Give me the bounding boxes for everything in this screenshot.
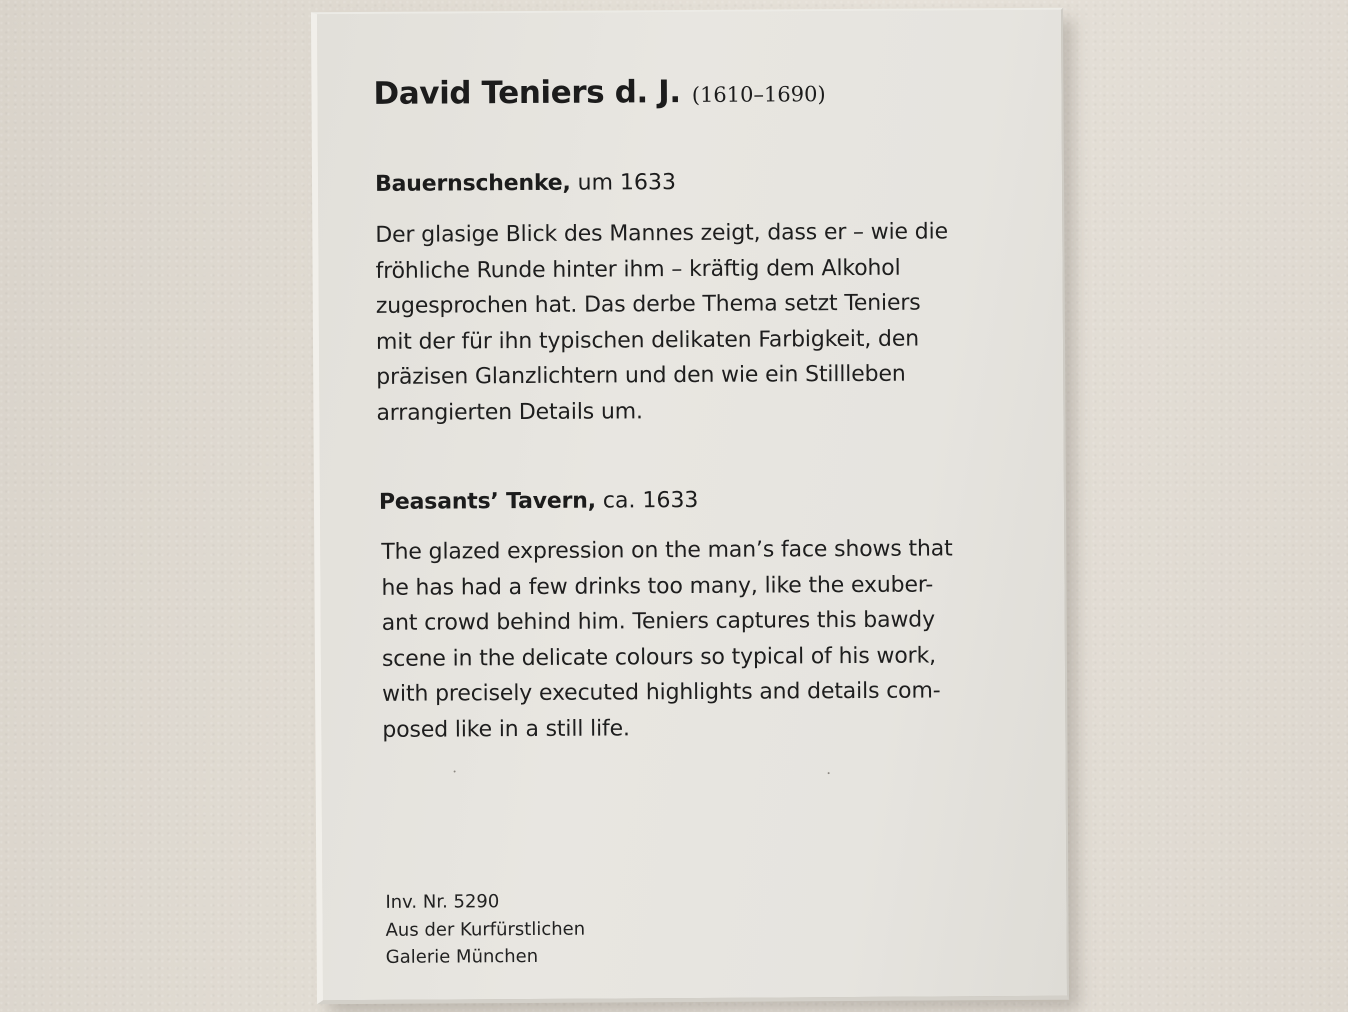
inventory-info — [385, 888, 585, 972]
german-title: Bauernschenke, — [374, 170, 571, 197]
english-line: The glazed expression on the man’s face shows that — [381, 536, 953, 565]
german-title-line — [375, 170, 676, 197]
english-line: with precisely executed highlights and details com- — [382, 678, 941, 708]
german-line: zugesprochen hat. Das derbe Thema setzt Teniers — [375, 290, 921, 320]
german-description — [375, 214, 949, 431]
inventory-number: Inv. Nr. 5290 — [385, 891, 500, 913]
english-title-line — [379, 488, 699, 515]
panel-speck — [828, 772, 830, 774]
english-line: he has had a few drinks too many, like the exuber- — [381, 572, 934, 601]
panel-speck — [454, 770, 456, 772]
english-description — [381, 531, 954, 748]
english-line: posed like in a still life. — [382, 716, 630, 743]
german-line: mit der für ihn typischen delikaten Farbigkeit, den — [375, 326, 920, 355]
english-date: ca. 1633 — [602, 487, 699, 514]
provenance-line: Aus der Kurfürstlichen — [385, 918, 586, 941]
artist-dates: (1610–1690) — [691, 82, 826, 107]
german-line: Der glasige Blick des Mannes zeigt, dass er – wie die — [375, 219, 949, 248]
german-date: um 1633 — [577, 170, 677, 196]
provenance-line: Galerie München — [385, 945, 539, 968]
german-line: präzisen Glanzlichtern und den wie ein Stillleben — [376, 362, 906, 391]
artist-name: David Teniers d. J. — [373, 74, 681, 112]
english-line: scene in the delicate colours so typical of his work, — [381, 643, 937, 672]
german-line: fröhliche Runde hinter ihm – kräftig dem Alkohol — [375, 255, 901, 284]
museum-label-panel — [311, 8, 1069, 1005]
german-line: arrangierten Details um. — [376, 399, 643, 426]
english-title: Peasants’ Tavern, — [378, 488, 596, 515]
english-line: ant crowd behind him. Teniers captures this bawdy — [381, 607, 936, 637]
artist-heading — [373, 73, 825, 112]
